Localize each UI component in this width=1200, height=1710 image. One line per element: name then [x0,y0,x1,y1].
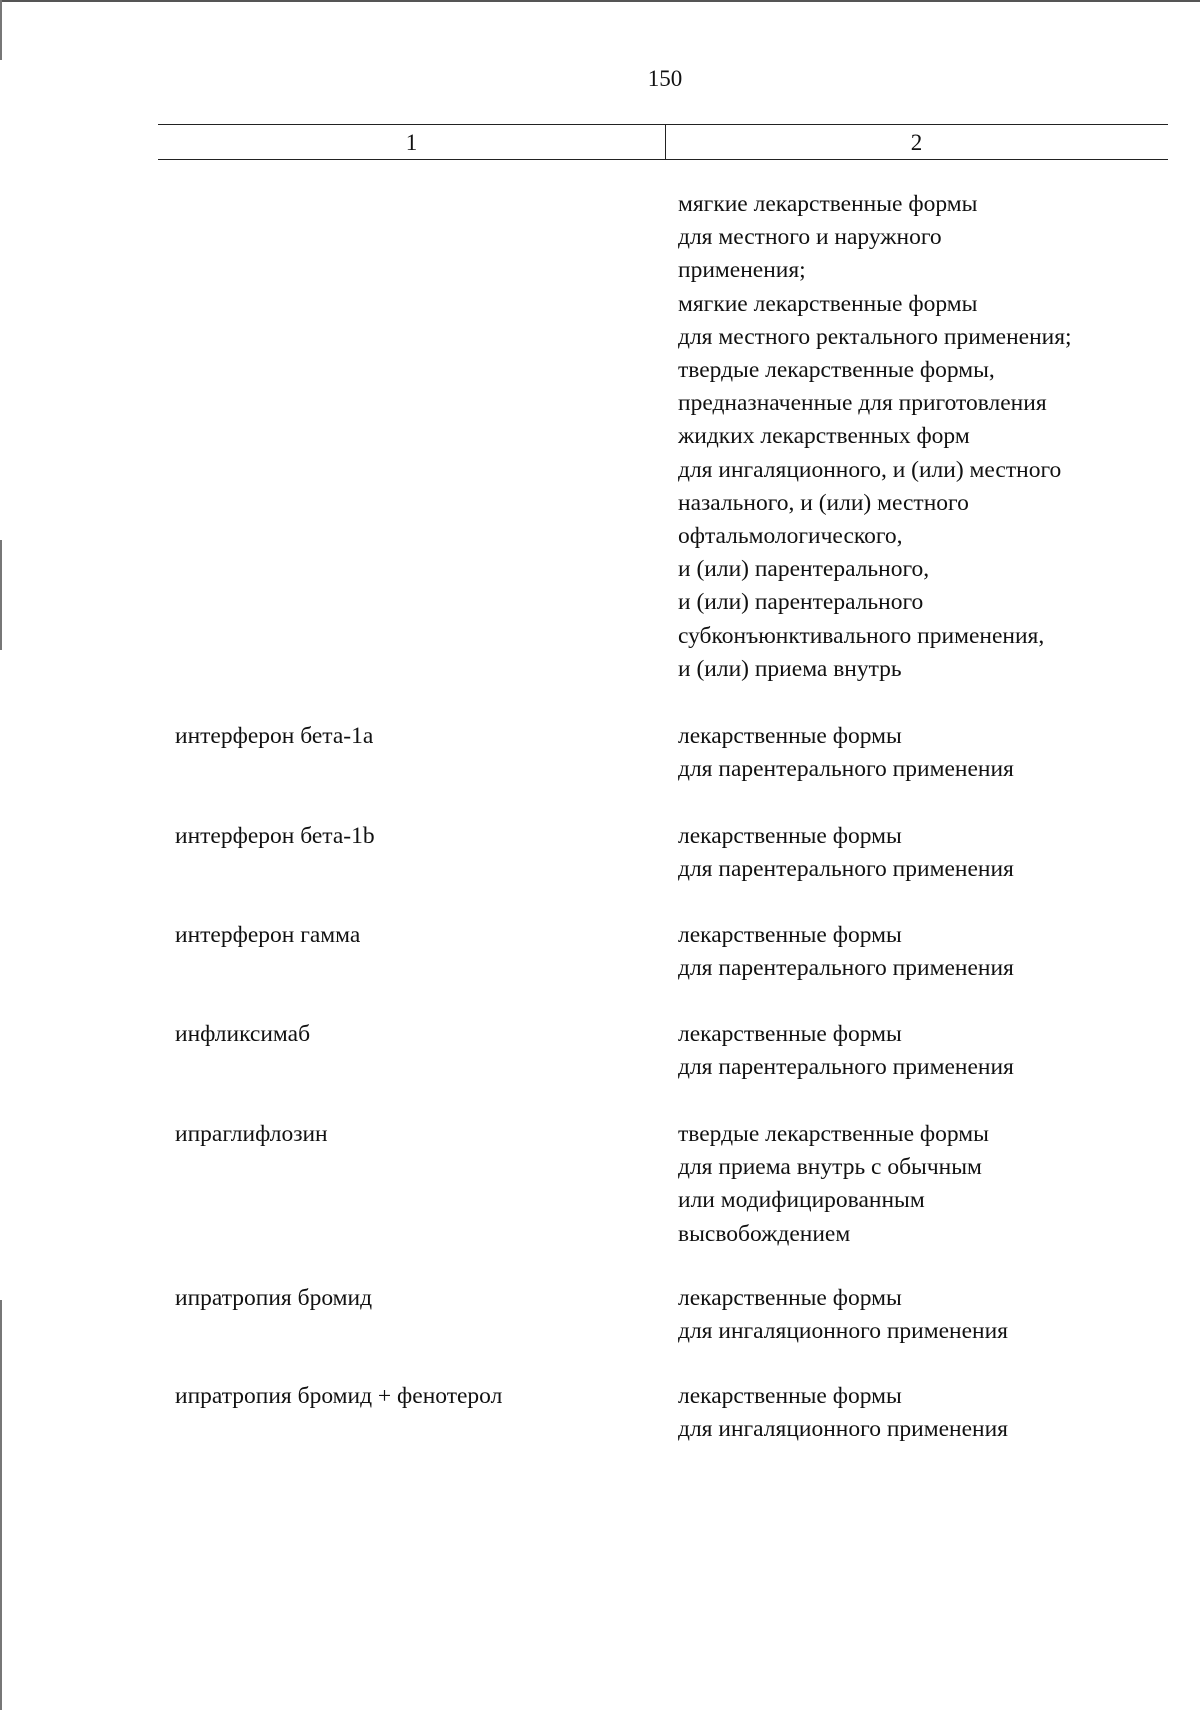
dosage-forms-cell [678,1282,1178,1348]
dosage-form-line: для парентерального применения [678,756,1014,783]
dosage-forms-cell [678,820,1178,886]
scan-edge-left [0,1300,2,1710]
dosage-form-line: применения; [678,257,806,284]
dosage-forms-cell [678,1118,1178,1251]
dosage-form-line: лекарственные формы [678,1383,902,1409]
dosage-form-line: лекарственные формы [678,1285,902,1311]
dosage-form-line: для парентерального применения [678,856,1014,883]
scan-edge-top [0,0,1200,2]
page-number: 150 [647,66,683,91]
dosage-forms-cell [678,919,1178,985]
dosage-form-line: назального, и (или) местного [678,489,969,516]
dosage-forms-cell [678,188,1178,686]
scan-edge-left [0,540,2,650]
dosage-form-line: для местного и наружного [678,224,942,251]
dosage-forms-cell [678,1380,1178,1446]
dosage-form-line: твердые лекарственные формы [678,1121,989,1147]
dosage-form-line: для парентерального применения [678,955,1014,982]
dosage-form-line: для местного ректального применения; [678,323,1072,350]
drug-name: инфликсимаб [175,1021,311,1047]
table-top-rule [158,124,1168,125]
dosage-form-line: и (или) парентерального [678,589,924,616]
drug-name: интерферон гамма [175,922,361,948]
dosage-form-line: предназначенные для приготовления [678,390,1047,417]
column-header-2: 2 [910,130,923,155]
dosage-form-line: твердые лекарственные формы, [678,357,995,384]
drug-name: ипратропия бромид [175,1285,373,1311]
table-header-bottom-rule [158,159,1168,160]
dosage-form-line: и (или) приема внутрь [678,655,902,682]
dosage-form-line: лекарственные формы [678,723,902,749]
drug-name: ипратропия бромид + фенотерол [175,1383,503,1409]
drug-name: ипраглифлозин [175,1121,328,1147]
dosage-form-line: и (или) парентерального, [678,556,930,583]
dosage-form-line: для ингаляционного применения [678,1318,1008,1345]
dosage-forms-cell [678,720,1178,786]
drug-name: интерферон бета-1b [175,823,375,849]
dosage-form-line: для приема внутрь с обычным [678,1154,982,1181]
dosage-form-line: для парентерального применения [678,1054,1014,1081]
dosage-form-line: лекарственные формы [678,823,902,849]
scan-edge-left [0,0,2,60]
dosage-form-line: офтальмологического, [678,523,903,550]
dosage-forms-cell [678,1018,1178,1084]
dosage-form-line: для ингаляционного, и (или) местного [678,456,1062,483]
column-header-1: 1 [405,130,418,155]
dosage-form-line: лекарственные формы [678,922,902,948]
dosage-form-line: мягкие лекарственные формы [678,290,978,317]
dosage-form-line: жидких лекарственных форм [678,423,970,450]
dosage-form-line: лекарственные формы [678,1021,902,1047]
dosage-form-line: мягкие лекарственные формы [678,191,978,217]
dosage-form-line: или модифицированным [678,1187,925,1214]
dosage-form-line: для ингаляционного применения [678,1416,1008,1443]
dosage-form-line: высвобождением [678,1220,851,1247]
dosage-form-line: субконъюнктивального применения, [678,622,1045,649]
drug-name: интерферон бета-1а [175,723,374,749]
